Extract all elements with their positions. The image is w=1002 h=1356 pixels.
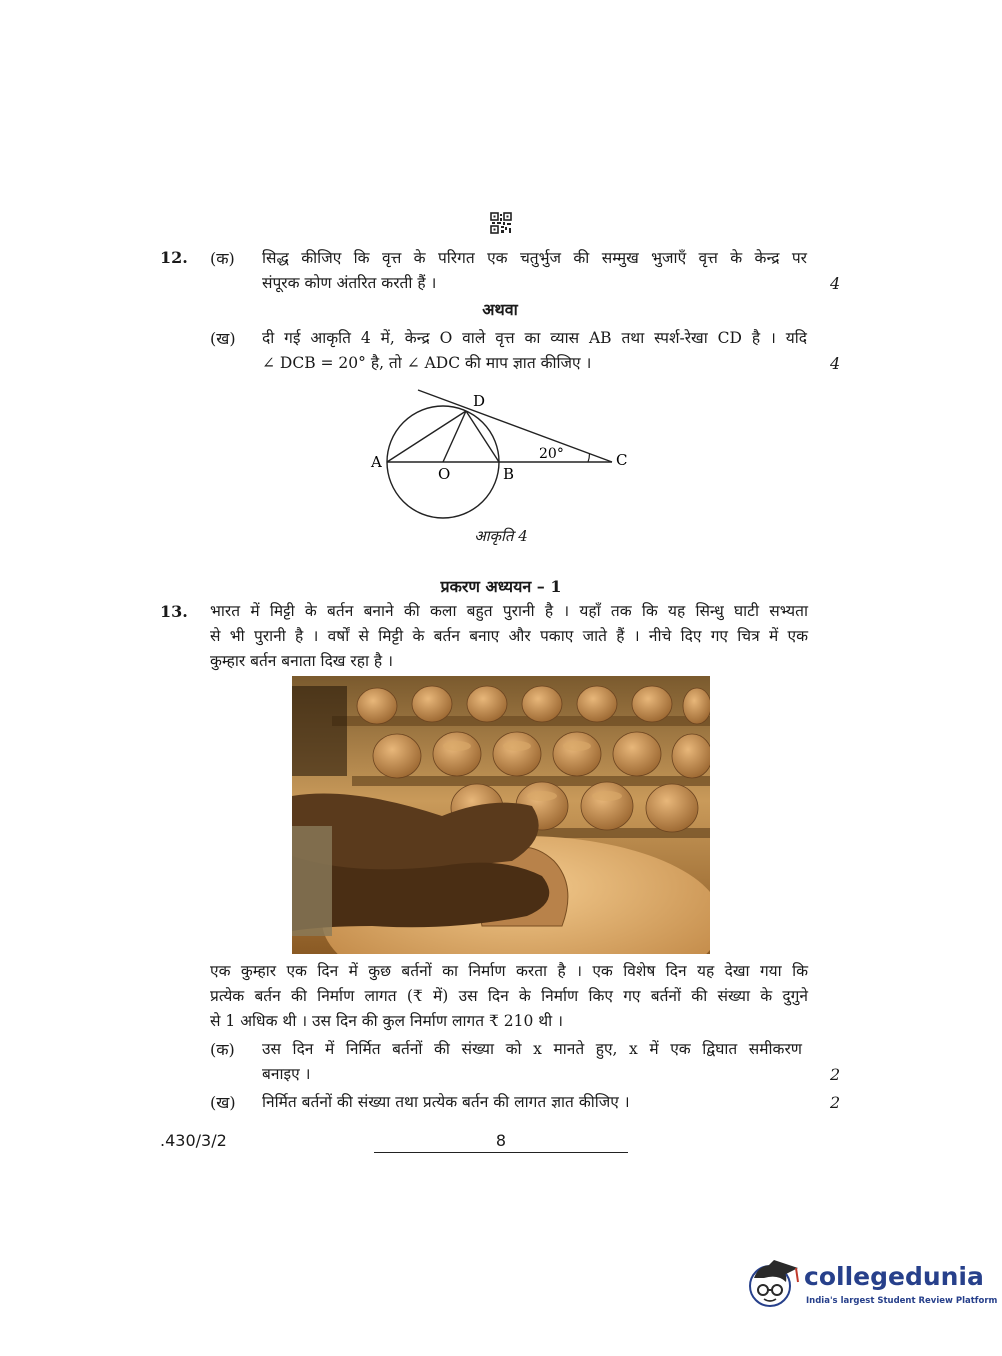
label-b: B — [503, 465, 515, 483]
q12-part-a-line2: संपूरक कोण अंतरित करती हैं । — [262, 274, 437, 292]
q12-part-a-marks: 4 — [830, 274, 841, 293]
q13-sub-b-label: (ख) — [210, 1093, 236, 1112]
q13-para-line3: से 1 अधिक थी । उस दिन की कुल निर्माण लागत ₹ 210 थी । — [210, 1012, 563, 1030]
question-number-12: 12. — [160, 248, 188, 267]
figure-caption: आकृति 4 — [474, 527, 528, 545]
q13-sub-a-label: (क) — [210, 1040, 235, 1059]
q13-sub-a-line1: उस दिन में निर्मित बर्तनों की संख्या को x मानते हुए, x में एक द्विघात समीकरण — [262, 1040, 802, 1058]
q13-para-line2: प्रत्येक बर्तन की निर्माण लागत (₹ में) उस दिन के निर्माण किए गए बर्तनों की संख्या के दुगुने — [210, 987, 808, 1005]
angle-label: 20° — [539, 446, 564, 462]
or-heading: अथवा — [482, 300, 518, 319]
potter-photo — [292, 676, 710, 954]
q13-intro-line3: कुम्हार बर्तन बनाता दिख रहा है । — [210, 652, 393, 670]
q13-sub-a-line2: बनाइए । — [262, 1065, 311, 1083]
q12-part-b-line2: ∠ DCB = 20° है, तो ∠ ADC की माप ज्ञात कीजिए । — [262, 354, 592, 372]
brand-name: collegedunia — [804, 1262, 984, 1291]
q13-sub-a-marks: 2 — [830, 1065, 841, 1084]
page-number: 8 — [374, 1131, 628, 1153]
q13-para-line1: एक कुम्हार एक दिन में कुछ बर्तनों का निर्माण करता है । एक विशेष दिन यह देखा गया कि — [210, 962, 808, 980]
q13-sub-b-line1: निर्मित बर्तनों की संख्या तथा प्रत्येक बर्तन की लागत ज्ञात कीजिए । — [262, 1093, 630, 1111]
label-o: O — [438, 465, 451, 483]
q12-part-b-marks: 4 — [830, 354, 841, 373]
question-number-13: 13. — [160, 602, 188, 621]
collegedunia-logo-icon — [742, 1252, 804, 1314]
case-study-heading: प्रकरण अध्ययन – 1 — [440, 577, 562, 596]
q13-intro-line1: भारत में मिट्टी के बर्तन बनाने की कला बहुत पुरानी है । यहाँ तक कि यह सिन्धु घाटी सभ्यता — [210, 602, 808, 620]
label-a: A — [371, 453, 382, 471]
q12-part-b-line1: दी गई आकृति 4 में, केन्द्र O वाले वृत्त का व्यास AB तथा स्पर्श-रेखा CD है । यदि — [262, 329, 807, 347]
brand-tagline: India's largest Student Review Platform — [806, 1296, 998, 1306]
qr-code-icon — [490, 212, 512, 234]
label-c: C — [616, 451, 628, 469]
q12-part-a-line1: सिद्ध कीजिए कि वृत्त के परिगत एक चतुर्भुज की सम्मुख भुजाएँ वृत्त के केन्द्र पर — [262, 249, 807, 267]
circle-tangent-figure — [360, 382, 650, 530]
label-d: D — [473, 392, 486, 410]
q13-intro-line2: से भी पुरानी है । वर्षों से मिट्टी के बर्तन बनाए और पकाए जाते हैं । नीचे दिए गए चित्र में एक — [210, 627, 808, 645]
q12-part-b-label: (ख) — [210, 329, 236, 348]
q13-sub-b-marks: 2 — [830, 1093, 841, 1112]
q12-part-a-label: (क) — [210, 249, 235, 268]
paper-code: .430/3/2 — [160, 1131, 227, 1150]
